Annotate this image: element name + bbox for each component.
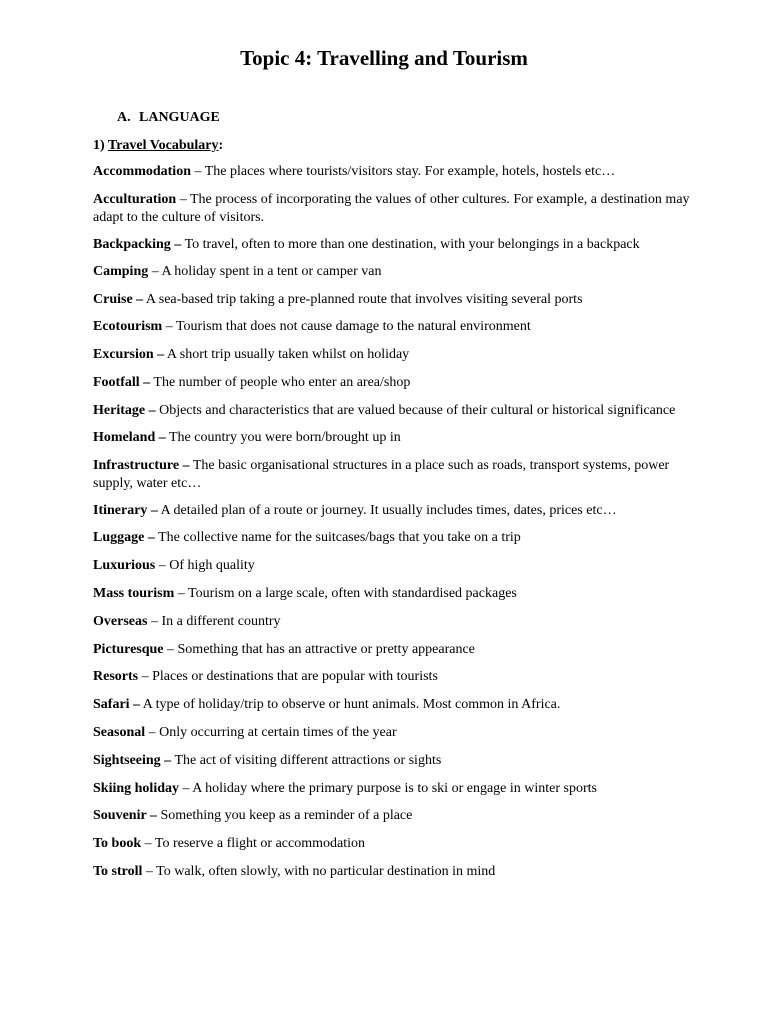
vocabulary-definition: Places or destinations that are popular with tourists: [152, 669, 438, 685]
section-marker: A.: [117, 110, 131, 125]
vocabulary-entry: [93, 263, 693, 281]
subheading-label: Travel Vocabulary: [107, 138, 219, 153]
vocabulary-term: Overseas: [93, 613, 148, 629]
vocabulary-term: Souvenir –: [93, 808, 157, 824]
vocabulary-separator: –: [174, 585, 189, 601]
vocabulary-entry: [93, 318, 693, 336]
vocabulary-separator: –: [142, 863, 157, 879]
vocabulary-entry: [93, 807, 693, 825]
vocabulary-term: Infrastructure –: [93, 457, 190, 473]
vocabulary-separator: –: [145, 724, 160, 740]
vocabulary-definition: The number of people who enter an area/shop: [153, 374, 411, 390]
vocabulary-term: Homeland –: [93, 429, 166, 445]
vocabulary-term: To stroll: [93, 863, 143, 879]
vocabulary-separator: –: [155, 558, 170, 574]
vocabulary-definition: A holiday where the primary purpose is to ski or engage in winter sports: [192, 780, 597, 796]
vocabulary-definition: The act of visiting different attractions or sights: [174, 752, 442, 768]
vocabulary-entry: [93, 641, 693, 659]
vocabulary-term: Skiing holiday: [93, 780, 179, 796]
vocabulary-list: [93, 163, 693, 891]
vocabulary-definition: To walk, often slowly, with no particular destination in mind: [156, 863, 496, 879]
subheading-suffix: :: [218, 138, 224, 153]
vocabulary-entry: [93, 863, 693, 881]
section-heading: [117, 108, 220, 128]
vocabulary-definition: The country you were born/brought up in: [168, 429, 401, 445]
vocabulary-definition: A sea-based trip taking a pre-planned route that involves visiting several ports: [145, 291, 583, 307]
vocabulary-entry: [93, 346, 693, 364]
subheading-number: 1): [93, 138, 105, 153]
vocabulary-term: Resorts: [93, 669, 139, 685]
subheading: [93, 136, 223, 156]
vocabulary-definition: Of high quality: [169, 558, 255, 574]
vocabulary-definition: The places where tourists/visitors stay. For example, hotels, hostels etc…: [204, 164, 616, 179]
vocabulary-term: Safari –: [93, 697, 141, 713]
vocabulary-entry: [93, 374, 693, 392]
vocabulary-definition: Only occurring at certain times of the year: [159, 724, 397, 740]
vocabulary-definition: Something you keep as a reminder of a place: [160, 808, 413, 824]
vocabulary-entry: [93, 752, 693, 770]
vocabulary-separator: –: [179, 780, 193, 796]
vocabulary-term: Acculturation: [93, 191, 177, 207]
vocabulary-term: Excursion –: [93, 347, 165, 363]
vocabulary-entry: [93, 585, 693, 603]
vocabulary-entry: [93, 696, 693, 714]
vocabulary-term: Cruise –: [93, 291, 144, 307]
vocabulary-definition: Tourism that does not cause damage to the natural environment: [175, 319, 531, 335]
vocabulary-term: Camping: [93, 263, 149, 279]
section-label: LANGUAGE: [139, 110, 220, 125]
vocabulary-entry: [93, 402, 693, 420]
vocabulary-term: Picturesque: [93, 641, 164, 657]
vocabulary-definition: A detailed plan of a route or journey. It usually includes times, dates, prices etc…: [160, 502, 617, 518]
vocabulary-definition: Objects and characteristics that are valued because of their cultural or historical significance: [159, 402, 676, 418]
vocabulary-definition: Tourism on a large scale, often with standardised packages: [188, 585, 517, 601]
vocabulary-definition: Something that has an attractive or pretty appearance: [177, 641, 475, 657]
vocabulary-entry: [93, 191, 693, 227]
vocabulary-term: Footfall –: [93, 374, 151, 390]
vocabulary-separator: –: [163, 641, 178, 657]
vocabulary-term: Itinerary –: [93, 502, 158, 518]
vocabulary-separator: –: [138, 669, 153, 685]
vocabulary-term: Luxurious: [93, 558, 156, 574]
vocabulary-entry: [93, 668, 693, 686]
vocabulary-definition: A short trip usually taken whilst on holiday: [166, 347, 410, 363]
vocabulary-entry: [93, 429, 693, 447]
vocabulary-definition: To reserve a flight or accommodation: [154, 836, 365, 852]
vocabulary-separator: –: [147, 613, 162, 629]
vocabulary-separator: –: [176, 191, 190, 207]
vocabulary-definition: A holiday spent in a tent or camper van: [161, 263, 382, 279]
vocabulary-term: Accommodation: [93, 164, 191, 179]
vocabulary-definition: The process of incorporating the values of other cultures. For example, a destination may adapt to the culture of visitors.: [93, 191, 690, 225]
vocabulary-entry: [93, 291, 693, 309]
page-title: Topic 4: Travelling and Tourism: [240, 46, 528, 70]
vocabulary-definition: A type of holiday/trip to observe or hunt animals. Most common in Africa.: [142, 697, 561, 713]
vocabulary-entry: [93, 835, 693, 853]
vocabulary-definition: In a different country: [161, 613, 281, 629]
vocabulary-separator: –: [191, 164, 205, 179]
vocabulary-term: To book: [93, 836, 142, 852]
vocabulary-entry: [93, 557, 693, 575]
vocabulary-entry: [93, 502, 693, 520]
vocabulary-entry: [93, 236, 693, 254]
vocabulary-term: Ecotourism: [93, 319, 163, 335]
vocabulary-entry: [93, 163, 693, 181]
vocabulary-term: Luggage –: [93, 530, 155, 546]
vocabulary-term: Backpacking –: [93, 236, 182, 252]
vocabulary-term: Sightseeing –: [93, 752, 172, 768]
vocabulary-entry: [93, 613, 693, 631]
vocabulary-separator: –: [162, 319, 176, 335]
vocabulary-term: Seasonal: [93, 724, 146, 740]
vocabulary-definition: To travel, often to more than one destination, with your belongings in a backpack: [184, 236, 640, 252]
vocabulary-definition: The collective name for the suitcases/bags that you take on a trip: [158, 530, 521, 546]
vocabulary-definition: The basic organisational structures in a place such as roads, transport systems, power supply, water etc…: [93, 457, 670, 491]
vocabulary-entry: [93, 457, 693, 493]
vocabulary-entry: [93, 724, 693, 742]
vocabulary-separator: –: [141, 836, 155, 852]
vocabulary-term: Mass tourism: [93, 585, 175, 601]
vocabulary-separator: –: [148, 263, 162, 279]
vocabulary-term: Heritage –: [93, 402, 156, 418]
vocabulary-entry: [93, 529, 693, 547]
vocabulary-entry: [93, 780, 693, 798]
